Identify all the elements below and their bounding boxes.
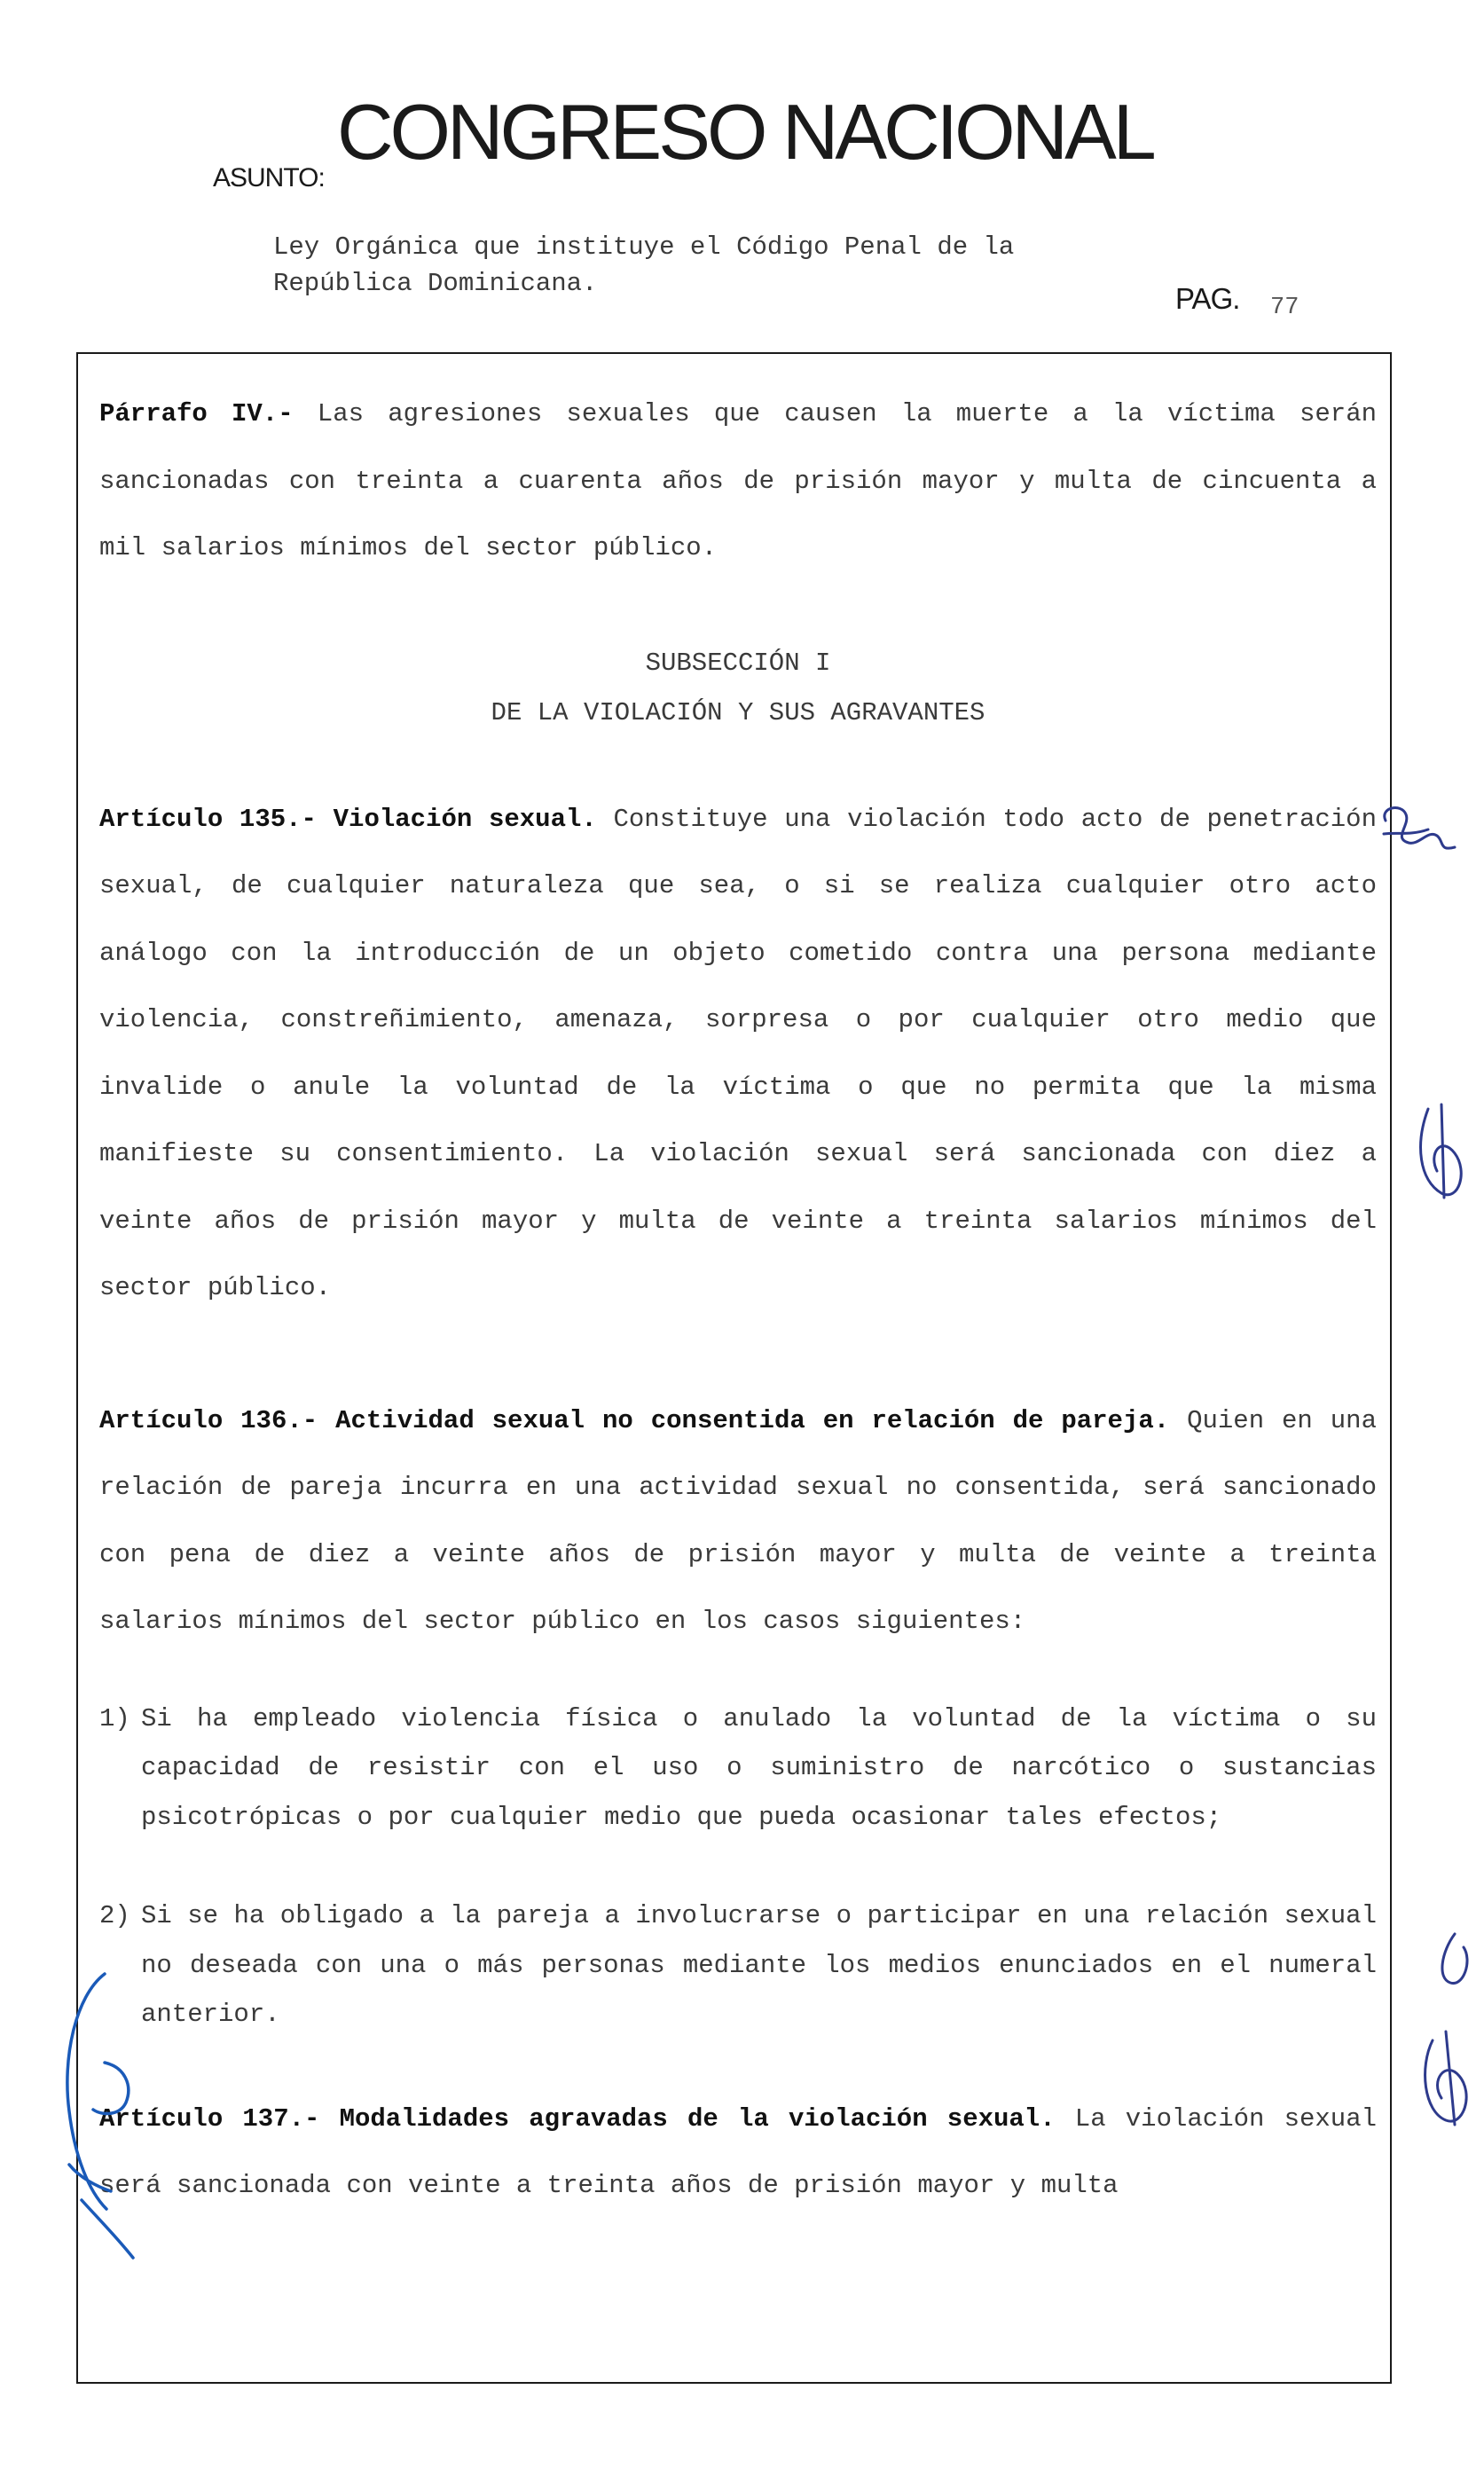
signature-mark-lower [1425, 1934, 1467, 2125]
institution-title: CONGRESO NACIONAL [337, 88, 1153, 176]
parrafo-iv [99, 381, 1377, 582]
article-136 [99, 1387, 1377, 1655]
article-135-label: Artículo 135.- Violación sexual. [99, 804, 597, 834]
page-label: PAG. [1175, 282, 1240, 315]
article-137-label: Artículo 137.- Modalidades agravadas de la violación sexual. [99, 2103, 1056, 2134]
article-137 [99, 2086, 1377, 2220]
parrafo-iv-text: Las agresiones sexuales que causen la muerte a la víctima serán sancionadas con treinta a cuarenta años de prisión mayor y multa de cincuenta a mil salarios mínimos del sector público. [99, 399, 1377, 562]
list-item-text: Si se ha obligado a la pareja a involucrarse o participar en una relación sexual no deseada con una o más personas mediante los medios enunciados en el numeral anterior. [141, 1901, 1377, 2029]
list-item-number: 2) [99, 1901, 130, 1930]
list-item [99, 1891, 1377, 2040]
subsection-subtitle: DE LA VIOLACIÓN Y SUS AGRAVANTES [491, 697, 985, 727]
initials-mark-top [1384, 808, 1455, 849]
article-136-label: Artículo 136.- Actividad sexual no consentida en relación de pareja. [99, 1405, 1170, 1435]
article-136-list [99, 1694, 1377, 2040]
signature-mark-middle [1421, 1104, 1462, 1198]
parrafo-iv-label: Párrafo IV.- [99, 399, 294, 428]
asunto-label: ASUNTO: [213, 163, 325, 193]
list-item-number: 1) [99, 1703, 130, 1733]
list-item [99, 1694, 1377, 1843]
subject-text: Ley Orgánica que instituye el Código Penal de la República Dominicana. [273, 232, 1015, 298]
document-body [99, 381, 1377, 2220]
article-137-text: La violación sexual será sancionada con veinte a treinta años de prisión mayor y multa [99, 2103, 1377, 2200]
page-number: 77 [1270, 295, 1299, 321]
article-135 [99, 786, 1377, 1322]
article-136-text: Quien en una relación de pareja incurra en una actividad sexual no consentida, será sancionado con pena de diez a veinte años de prisión mayor y multa de veinte a treinta salarios mínimos del sector público en los casos siguientes: [99, 1405, 1377, 1636]
list-item-text: Si ha empleado violencia física o anulado la voluntad de la víctima o su capacidad de resistir con el uso o suministro de narcótico o sustancias psicotrópicas o por cualquier medio que pueda ocasionar tales efectos; [141, 1703, 1377, 1832]
document-frame [76, 352, 1392, 2384]
article-135-text: Constituye una violación todo acto de penetración sexual, de cualquier naturaleza que sea, o si se realiza cualquier otro acto análogo con la introducción de un objeto cometido contra una persona mediante violencia, constreñimiento, amenaza, sorpresa o por cualquier otro medio que invalide o anule la voluntad de la víctima o que no permita que la misma manifieste su consentimiento. La violación sexual será sancionada con diez a veinte años de prisión mayor y multa de veinte a treinta salarios mínimos del sector público. [99, 804, 1377, 1302]
subsection-title: SUBSECCIÓN I [645, 648, 831, 678]
